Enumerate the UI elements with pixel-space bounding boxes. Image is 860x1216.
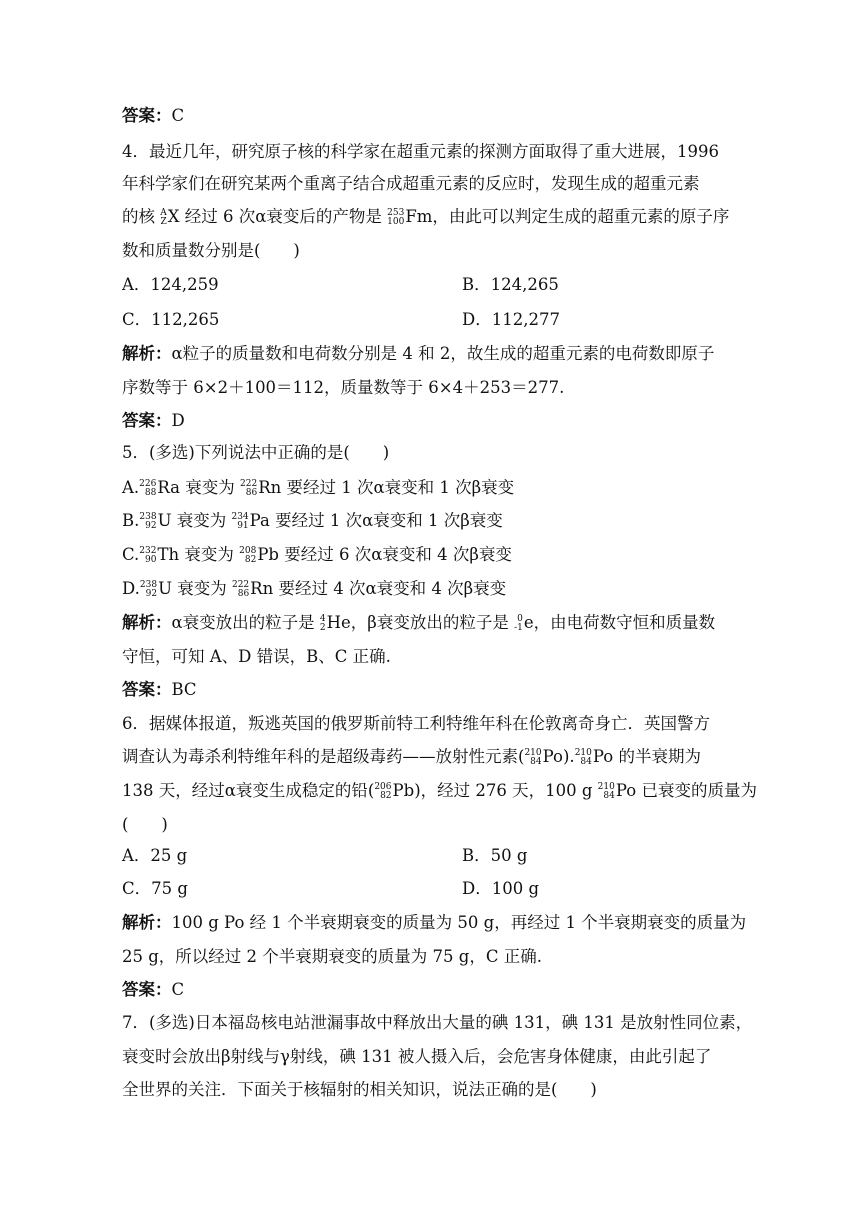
q5-option-d: D. 238 92 U 衰变为 222 86 Rn 要经过 4 次α衰变和 4 次β衰变 [122, 579, 507, 599]
q5-option-b: B. 238 92 U 衰变为 234 91 Pa 要经过 1 次α衰变和 1 次β衰变 [122, 511, 503, 531]
q5-option-a: A. 226 88 Ra 衰变为 222 86 Rn 要经过 1 次α衰变和 1 次β衰变 [122, 478, 515, 498]
option-c: C．112,265 [122, 310, 220, 329]
nuclide-notation: 210 84 [597, 781, 615, 801]
question-7-line-1: 7．(多选)日本福岛核电站泄漏事故中释放出大量的碘 131，碘 131 是放射性同位素， [122, 1013, 753, 1032]
nuclide-notation: 208 82 [239, 545, 257, 565]
solution-4-line-1: 解析：α粒子的质量数和电荷数分别是 4 和 2，故生成的超重元素的电荷数即原子 [122, 344, 715, 363]
nuclide-notation: 210 84 [524, 747, 542, 767]
q6-option-c: C．75 g [122, 879, 188, 898]
option-d: D．112,277 [462, 310, 560, 329]
solution-4-line-2: 序数等于 6×2＋100＝112，质量数等于 6×4＋253＝277. [122, 378, 565, 397]
answer-value: C [171, 106, 185, 125]
nuclide-notation: 206 82 [374, 781, 392, 801]
option-b: B．124,265 [462, 275, 559, 294]
nuclide-notation: A Z [160, 207, 167, 227]
nuclide-notation: 234 91 [231, 511, 249, 531]
answer-6: 答案：C [122, 980, 185, 999]
solution-6-line-1: 解析：100 g Po 经 1 个半衰期衰变的质量为 50 g，再经过 1 个半衰期衰变的质量为 [122, 913, 747, 932]
nuclide-notation: 238 92 [139, 579, 158, 599]
question-5-stem: 5．(多选)下列说法中正确的是( ) [122, 443, 390, 462]
q6-option-b: B．50 g [462, 846, 528, 865]
nuclide-notation: 0 -1 [514, 613, 523, 633]
q6-option-a: A．25 g [122, 846, 188, 865]
answer-label: 答案： [122, 106, 172, 125]
nuclide-notation: 4 2 [319, 613, 326, 633]
question-7-line-3: 全世界的关注．下面关于核辐射的相关知识，说法正确的是( ) [122, 1080, 597, 1099]
nuclide-notation: 253 100 [387, 207, 405, 227]
question-6-line-1: 6．据媒体报道，叛逃英国的俄罗斯前特工利特维年科在伦敦离奇身亡．英国警方 [122, 714, 710, 733]
nuclide-notation: 226 88 [139, 478, 157, 498]
answer-3 [122, 106, 184, 126]
answer-5: 答案：BC [122, 680, 197, 699]
solution-6-line-2: 25 g，所以经过 2 个半衰期衰变的质量为 75 g，C 正确. [122, 947, 542, 966]
option-a: A．124,259 [122, 275, 219, 294]
question-4-line-4: 数和质量数分别是( ) [122, 241, 300, 260]
question-4-line-2: 年科学家们在研究某两个重离子结合成超重元素的反应时，发现生成的超重元素 [122, 174, 700, 193]
nuclide-notation: 232 90 [139, 545, 157, 565]
question-6-line-2: 调查认为毒杀利特维年科的是超级毒药——放射性元素( 210 84 Po). 210 84 Po 的半衰期为 [122, 747, 701, 767]
question-6-line-4: ( ) [122, 815, 168, 834]
q5-option-c: C. 232 90 Th 衰变为 208 82 Pb 要经过 6 次α衰变和 4 次β衰变 [122, 545, 512, 565]
nuclide-notation: 238 92 [139, 511, 157, 531]
nuclide-notation: 222 86 [231, 579, 250, 599]
q6-option-d: D．100 g [462, 879, 540, 898]
nuclide-notation: 210 84 [574, 747, 592, 767]
solution-5-line-1: 解析：α衰变放出的粒子是 4 2 He，β衰变放出的粒子是 0 -1 e，由电荷数守恒和质量数 [122, 613, 716, 633]
question-4-line-3: 的核 A Z X 经过 6 次α衰变后的产物是 253 100 Fm，由此可以判定生成的超重元素的原子序 [122, 207, 730, 227]
nuclide-notation: 222 86 [240, 478, 258, 498]
answer-4: 答案：D [122, 411, 185, 430]
question-4-line-1: 4．最近几年，研究原子核的科学家在超重元素的探测方面取得了重大进展，1996 [122, 142, 719, 161]
solution-5-line-2: 守恒，可知 A、D 错误，B、C 正确. [122, 647, 391, 666]
question-6-line-3: 138 天，经过α衰变生成稳定的铅( 206 82 Pb)，经过 276 天，100 g 210 84 Po 已衰变的质量为 [122, 781, 757, 801]
question-7-line-2: 衰变时会放出β射线与γ射线，碘 131 被人摄入后，会危害身体健康，由此引起了 [122, 1047, 712, 1066]
